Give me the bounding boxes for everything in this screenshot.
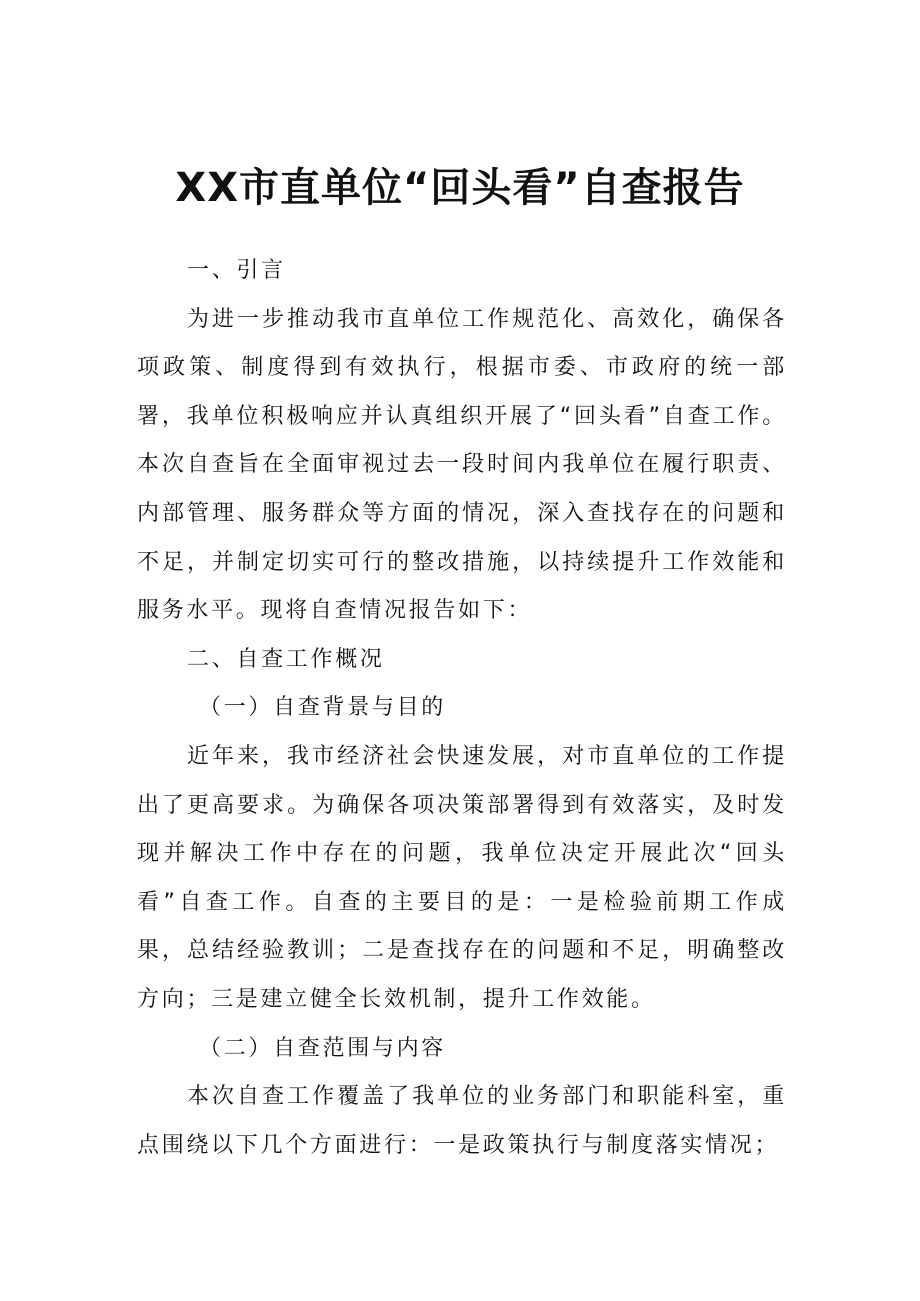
document-body	[137, 247, 787, 1170]
subheading-background-purpose: （一）自查背景与目的	[199, 695, 447, 721]
document-title: XX市直单位“回头看”自查报告	[175, 165, 745, 211]
paragraph-introduction: 为进一步推动我市直单位工作规范化、高效化，确保各项政策、制度得到有效执行，根据市委、市政府的统一部署，我单位积极响应并认真组织开展了“回头看”自查工作。本次自查旨在全面审视过去一段时间内我单位在履行职责、内部管理、服务群众等方面的情况，深入查找存在的问题和不足，并制定切实可行的整改措施，以持续提升工作效能和服务水平。现将自查情况报告如下：	[137, 306, 787, 624]
subheading-scope-content: （二）自查范围与内容	[199, 1035, 447, 1061]
paragraph-background-purpose: 近年来，我市经济社会快速发展，对市直单位的工作提出了更高要求。为确保各项决策部署得到有效落实，及时发现并解决工作中存在的问题，我单位决定开展此次“回头看”自查工作。自查的主要目的是：一是检验前期工作成果，总结经验教训；二是查找存在的问题和不足，明确整改方向；三是建立健全长效机制，提升工作效能。	[137, 743, 787, 1012]
paragraph-scope-content: 本次自查工作覆盖了我单位的业务部门和职能科室，重点围绕以下几个方面进行：一是政策执行与制度落实情况；	[137, 1084, 787, 1158]
heading-self-check-overview: 二、自查工作概况	[187, 646, 385, 672]
heading-introduction: 一、引言	[187, 258, 286, 283]
